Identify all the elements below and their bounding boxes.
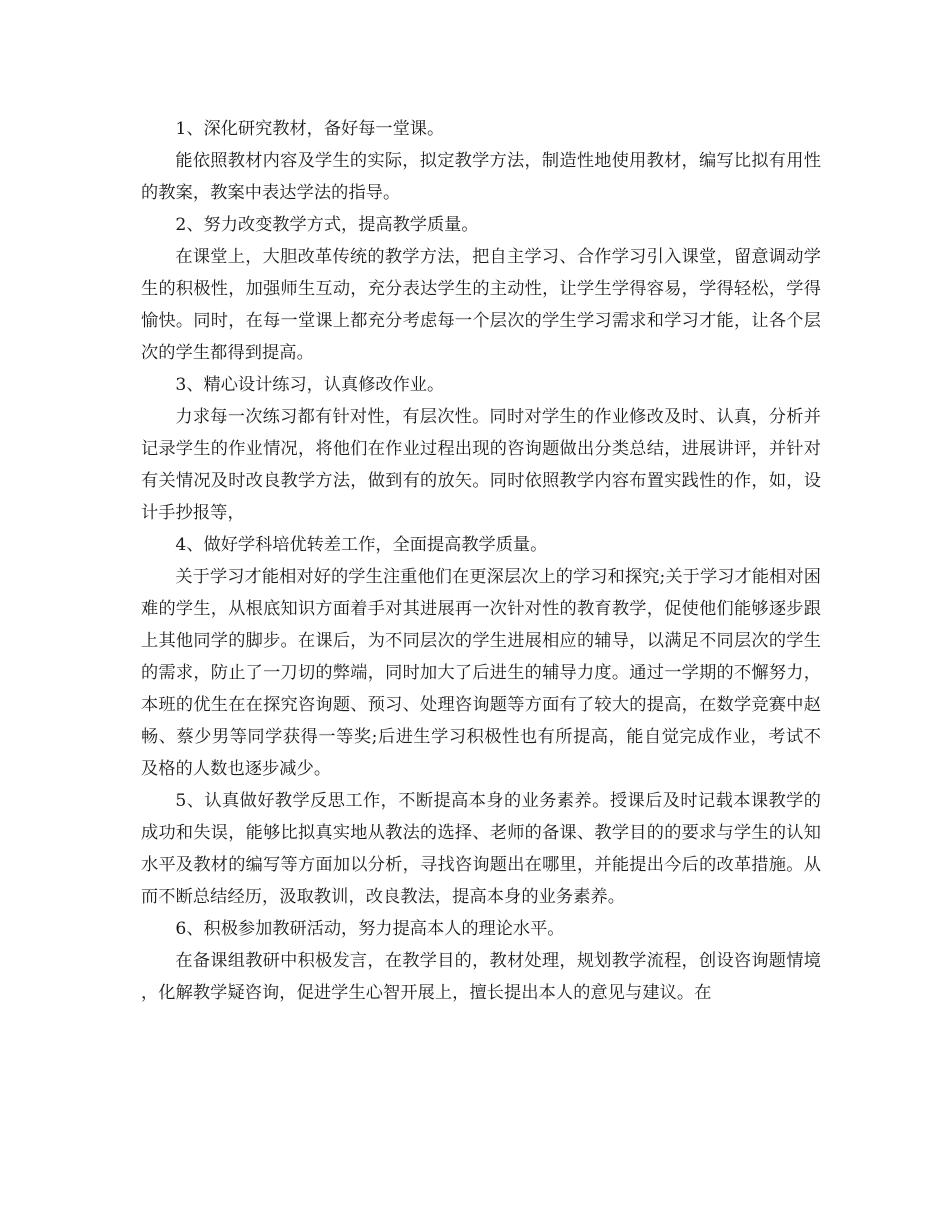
section-6-body: 在备课组教研中积极发言，在教学目的，教材处理，规划教学流程，创设咨询题情境，化解教学疑咨询，促进学生心智开展上，擅长提出本人的意见与建议。在 xyxy=(141,951,821,1003)
section-6-heading: 6、积极参加教研活动，努力提高本人的理论水平。 xyxy=(175,919,565,939)
document-page xyxy=(141,113,821,1009)
section-3-heading: 3、精心设计练习，认真修改作业。 xyxy=(175,375,445,395)
section-1-body: 能依照教材内容及学生的实际，拟定教学方法，制造性地使用教材，编写比拟有用性的教案，教案中表达学法的指导。 xyxy=(141,151,821,203)
section-5-body: 5、认真做好教学反思工作，不断提高本身的业务素养。授课后及时记载本课教学的成功和失误，能够比拟真实地从教法的选择、老师的备课、教学目的的要求与学生的认知水平及教材的编写等方面加以分析，寻找咨询题出在哪里，并能提出今后的改革措施。从而不断总结经历，汲取教训，改良教法，提高本身的业务素养。 xyxy=(141,791,821,907)
section-2-heading: 2、努力改变教学方式，提高教学质量。 xyxy=(175,215,479,235)
section-4-body: 关于学习才能相对好的学生注重他们在更深层次上的学习和探究;关于学习才能相对困难的学生，从根底知识方面着手对其进展再一次针对性的教育教学，促使他们能够逐步跟上其他同学的脚步。在课后，为不同层次的学生进展相应的辅导，以满足不同层次的学生的需求，防止了一刀切的弊端，同时加大了后进生的辅导力度。通过一学期的不懈努力，本班的优生在在探究咨询题、预习、处理咨询题等方面有了较大的提高，在数学竞赛中赵畅、蔡少男等同学获得一等奖;后进生学习积极性也有所提高，能自觉完成作业，考试不及格的人数也逐步减少。 xyxy=(141,567,821,779)
section-2-body: 在课堂上，大胆改革传统的教学方法，把自主学习、合作学习引入课堂，留意调动学生的积极性，加强师生互动，充分表达学生的主动性，让学生学得容易，学得轻松，学得愉快。同时，在每一堂课上都充分考虑每一个层次的学生学习需求和学习才能，让各个层次的学生都得到提高。 xyxy=(141,247,821,363)
section-3-body: 力求每一次练习都有针对性，有层次性。同时对学生的作业修改及时、认真，分析并记录学生的作业情况，将他们在作业过程出现的咨询题做出分类总结，进展讲评，并针对有关情况及时改良教学方法，做到有的放矢。同时依照教学内容布置实践性的作，如，设计手抄报等， xyxy=(141,407,821,523)
section-4-heading: 4、做好学科培优转差工作，全面提高教学质量。 xyxy=(175,535,548,555)
section-1-heading: 1、深化研究教材，备好每一堂课。 xyxy=(175,119,445,139)
